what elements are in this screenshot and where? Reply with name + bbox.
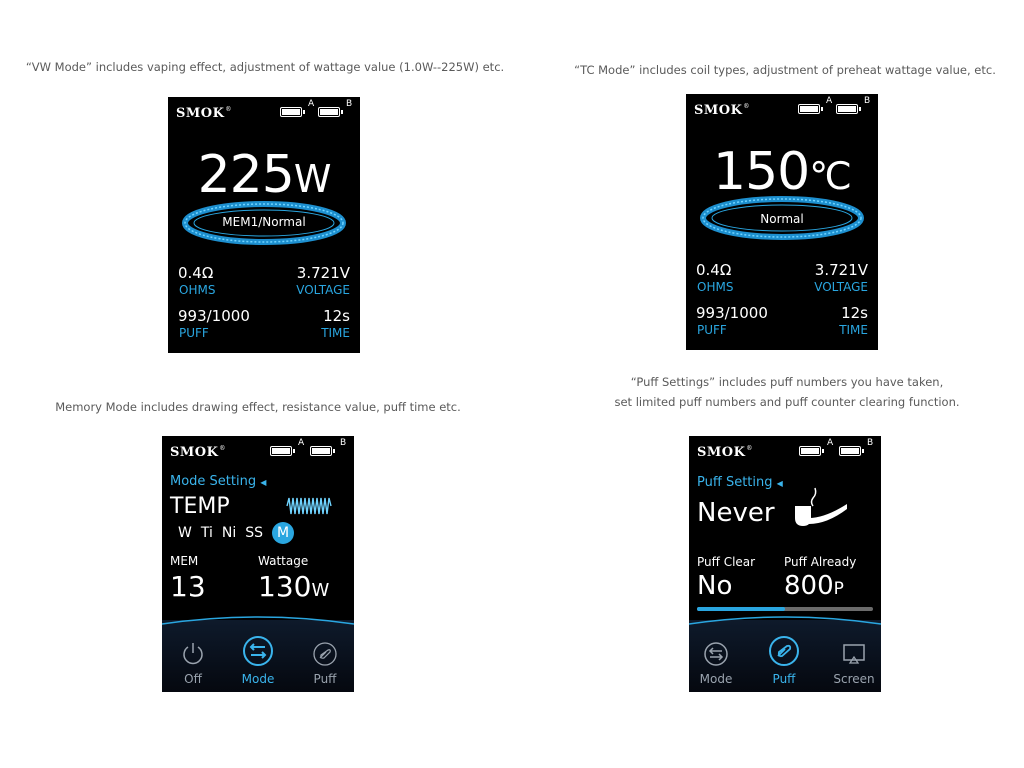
battery-a-label: A [308, 99, 315, 109]
time-label: TIME [839, 323, 868, 337]
voltage-value: 3.721V [814, 261, 868, 279]
voltage-value: 3.721V [296, 264, 350, 282]
battery-a-icon [798, 104, 820, 114]
time-value: 12s [323, 307, 350, 325]
coil-w[interactable]: W [178, 525, 192, 541]
battery-b-icon [310, 446, 332, 456]
status-bar [689, 436, 881, 462]
status-bar [168, 97, 360, 123]
puff-clear-label: Puff Clear [697, 555, 756, 569]
resistance-value: 0.4Ω [178, 264, 214, 282]
screen-icon [841, 641, 867, 667]
nav-off-button[interactable]: Off [168, 641, 218, 686]
puff-settings-caption-line1: “Puff Settings” includes puff numbers you have taken, [630, 375, 944, 389]
puff-progress-fill [697, 607, 785, 611]
voltage-label: VOLTAGE [814, 280, 868, 294]
battery-a-label: A [826, 96, 833, 106]
mode-value[interactable]: TEMP [170, 494, 230, 519]
temperature-readout: 150℃ [713, 142, 851, 202]
battery-b-icon [318, 107, 340, 117]
battery-a-label: A [298, 438, 305, 448]
puff-already-value: 800P [784, 571, 844, 601]
puff-label: PUFF [697, 323, 727, 337]
puff-count-value: 993/1000 [178, 307, 250, 325]
coil-type-selector [178, 522, 294, 544]
tc-mode-caption: “TC Mode” includes coil types, adjustment of preheat wattage value, etc. [574, 63, 996, 77]
power-icon [180, 641, 206, 667]
time-label: TIME [321, 326, 350, 340]
battery-a-icon [270, 446, 292, 456]
status-bar [162, 436, 354, 462]
coil-m-selected[interactable]: M [272, 522, 294, 544]
coil-ss[interactable]: SS [245, 525, 264, 541]
battery-a-label: A [827, 438, 834, 448]
nav-puff-button[interactable]: Puff [759, 635, 809, 686]
puff-limit-value[interactable]: Never [697, 498, 775, 528]
bottom-nav [689, 620, 881, 692]
nav-mode-button[interactable]: Mode [233, 635, 283, 686]
bottom-nav [162, 620, 354, 692]
swap-arrows-icon [242, 635, 274, 667]
coil-ti[interactable]: Ti [200, 525, 213, 541]
vw-mode-screen [168, 97, 360, 353]
caret-left-icon: ◀ [260, 478, 267, 487]
ohms-label: OHMS [697, 280, 734, 294]
nav-puff-button[interactable]: Puff [300, 641, 350, 686]
battery-b-label: B [340, 438, 347, 448]
profile-label: MEM1/Normal [222, 215, 306, 229]
battery-b-label: B [867, 438, 874, 448]
status-bar [686, 94, 878, 120]
smok-logo: SMOK® [694, 103, 750, 118]
puff-settings-screen [689, 436, 881, 692]
battery-b-icon [839, 446, 861, 456]
profile-label: Normal [760, 212, 804, 226]
voltage-label: VOLTAGE [296, 283, 350, 297]
battery-b-icon [836, 104, 858, 114]
memory-mode-caption: Memory Mode includes drawing effect, resistance value, puff time etc. [55, 400, 461, 414]
coil-ni[interactable]: Ni [221, 525, 237, 541]
battery-a-icon [799, 446, 821, 456]
battery-a-icon [280, 107, 302, 117]
time-value: 12s [841, 304, 868, 322]
vw-mode-caption: “VW Mode” includes vaping effect, adjustment of wattage value (1.0W--225W) etc. [25, 60, 505, 74]
nav-mode-button[interactable]: Mode [691, 641, 741, 686]
puff-setting-heading[interactable]: Puff Setting ◀ [697, 475, 783, 490]
tc-mode-screen [686, 94, 878, 350]
nav-screen-button[interactable]: Screen [829, 641, 879, 686]
pipe-icon [312, 641, 338, 667]
smok-logo: SMOK® [697, 445, 753, 460]
puff-settings-caption-line2: set limited puff numbers and puff counter clearing function. [614, 395, 960, 409]
puff-label: PUFF [179, 326, 209, 340]
nav-wave-decoration [689, 612, 881, 628]
puff-count-value: 993/1000 [696, 304, 768, 322]
wattage-value[interactable]: 130W [258, 570, 330, 603]
memory-mode-screen [162, 436, 354, 692]
puff-already-label: Puff Already [784, 555, 857, 569]
puff-clear-value[interactable]: No [697, 571, 733, 601]
pipe-icon [768, 635, 800, 667]
nav-wave-decoration [162, 612, 354, 628]
battery-b-label: B [864, 96, 871, 106]
caret-left-icon: ◀ [776, 479, 783, 488]
resistance-value: 0.4Ω [696, 261, 732, 279]
swap-arrows-icon [703, 641, 729, 667]
coil-icon [286, 496, 332, 516]
mem-value[interactable]: 13 [170, 570, 206, 603]
smok-logo: SMOK® [170, 445, 226, 460]
wattage-label: Wattage [258, 554, 309, 568]
mem-label: MEM [170, 554, 199, 568]
ohms-label: OHMS [179, 283, 216, 297]
wattage-readout: 225W [197, 145, 331, 205]
pipe-icon [791, 484, 849, 528]
mode-setting-heading[interactable]: Mode Setting ◀ [170, 474, 267, 489]
puff-progress-bar [697, 607, 873, 611]
smok-logo: SMOK® [176, 106, 232, 121]
battery-b-label: B [346, 99, 353, 109]
